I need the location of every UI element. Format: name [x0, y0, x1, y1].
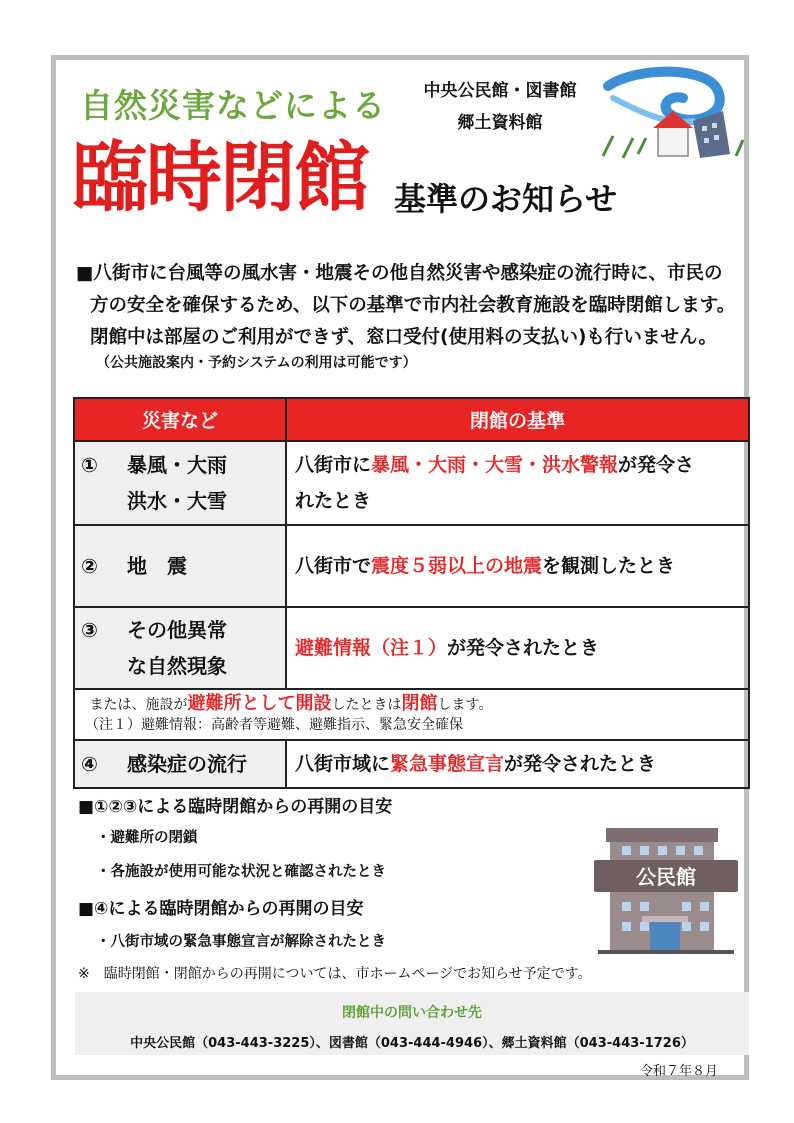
list-item: ・避難所の閉鎖 [96, 830, 198, 846]
row-criteria: 八街市に暴風・大雨・大雪・洪水警報が発令さ れたとき [286, 441, 749, 525]
header-criteria: 閉館の基準 [286, 398, 749, 441]
list-item: ・八街市域の緊急事態宣言が解除されたとき [96, 934, 386, 950]
row-label: 感染症の流行 [127, 752, 247, 776]
intro-text [76, 258, 756, 354]
storm-illustration [598, 66, 748, 162]
header-disaster: 災害など [74, 398, 286, 441]
issue-date: 令和７年８月 [640, 1064, 719, 1079]
org-name-2: 郷土資料館 [457, 113, 543, 133]
intro-note: （公共施設案内・予約システムの利用は可能です） [96, 355, 417, 371]
title-notice: 基準のお知らせ [394, 180, 618, 218]
intro-line-2: 方の安全を確保するため、以下の基準で市内社会教育施設を臨時閉館します。 [90, 295, 736, 316]
building-sign: 公民館 [636, 865, 696, 889]
row-label: 地 震 [127, 554, 187, 578]
table-row: ④ 感染症の流行 八街市域に緊急事態宣言が発令されたとき [74, 740, 749, 788]
reopen-note: ※ 臨時閉館・閉館からの再開については、市ホームページでお知らせ予定です。 [78, 966, 592, 982]
contact-text: 中央公民館（043-443-3225）、図書館（043-444-4946）、郷土資料館（043-443-1726） [130, 1036, 694, 1051]
criteria-table [73, 397, 750, 789]
community-hall-illustration [588, 822, 744, 956]
table-row: ① 暴風・大雨 洪水・大雪 八街市に暴風・大雨・大雪・洪水警報が発令さ れたとき [74, 441, 749, 525]
org-name-1: 中央公民館・図書館 [423, 81, 577, 101]
table-row: ③ その他異常 な自然現象 避難情報（注１）が発令されたとき [74, 607, 749, 689]
reopen-heading-1: ■①②③による臨時閉館からの再開の目安 [78, 797, 393, 817]
title-closure: 臨時閉館 [72, 133, 368, 222]
row-label: 暴風・大雨 [127, 453, 227, 477]
mid-note-row: または、施設が避難所として開設したときは閉館します。 （注１）避難情報：高齢者等避難、避難指示、緊急安全確保 [74, 689, 749, 740]
list-item: ・各施設が使用可能な状況と確認されたとき [96, 864, 386, 880]
subtitle: 自然災害などによる [80, 86, 386, 125]
contact-heading: 閉館中の問い合わせ先 [342, 1005, 482, 1021]
row-label: その他異常 [127, 618, 227, 642]
reopen-heading-2: ■④による臨時閉館からの再開の目安 [78, 899, 364, 919]
intro-line-1: ■八街市に台風等の風水害・地震その他自然災害や感染症の流行時に、市民の [76, 263, 723, 284]
contact-box [75, 992, 749, 1055]
row-criteria: 避難情報（注１）が発令されたとき [286, 607, 749, 689]
row-criteria: 八街市で震度５弱以上の地震を観測したとき [286, 525, 749, 607]
row-criteria: 八街市域に緊急事態宣言が発令されたとき [286, 740, 749, 788]
table-row: ② 地 震 八街市で震度５弱以上の地震を観測したとき [74, 525, 749, 607]
footnote: （注１）避難情報：高齢者等避難、避難指示、緊急安全確保 [85, 717, 463, 733]
intro-line-3: 閉館中は部屋のご利用ができず、窓口受付(使用料の支払い)も行いません。 [90, 327, 718, 348]
